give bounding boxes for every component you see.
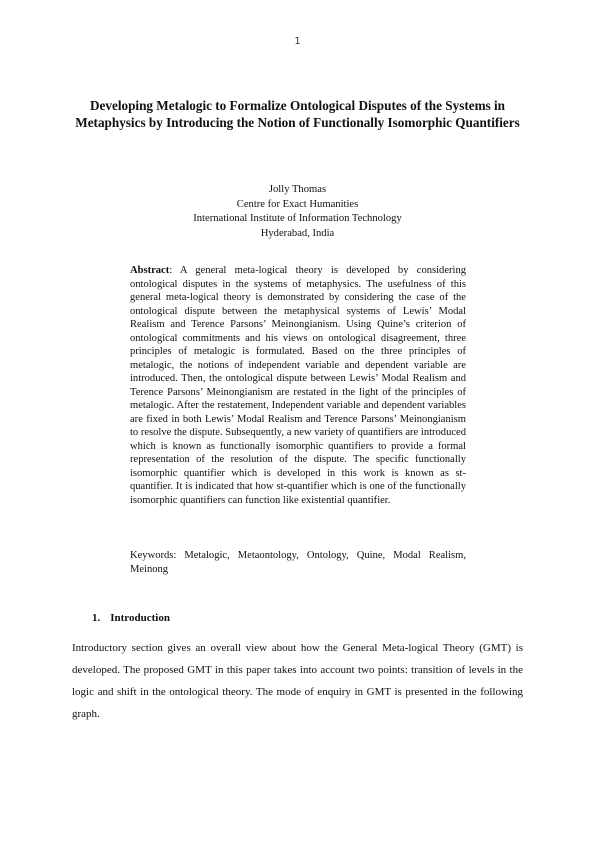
author-department: Centre for Exact Humanities (236, 198, 359, 210)
paper-title: Developing Metalogic to Formalize Ontological Disputes of the Systems in Metaphysics by Introducing the Notion of Functionally Isomorphic Quantifiers (75, 98, 520, 130)
author-institution: International Institute of Information Technology (193, 213, 402, 224)
page-number: 1 (294, 36, 301, 47)
introduction-paragraph: Introductory section gives an overall view about how the General Meta-logical Theory (GMT) is developed. The proposed GMT in this paper takes into account two points: transition of levels in the logic and shift in the ontological theory. The mode of enquiry in GMT is presented in the following graph. (72, 642, 523, 720)
section-number: 1. (92, 612, 101, 624)
abstract (130, 264, 466, 507)
author-location: Hyderabad, India (260, 227, 335, 239)
abstract-label: Abstract (130, 265, 170, 276)
author-block (72, 183, 523, 241)
section-title: Introduction (110, 612, 170, 624)
abstract-text: : A general meta-logical theory is developed by considering ontological disputes in the systems of metaphysics. The usefulness of this general meta-logical theory is demonstrated by considering the case of the ontological dispute between the metaphysical systems of Lewis’ Modal Realism and Terence Parsons’ Meinongianism. Using Quine’s criterion of ontological commitments and his views on ontological disagreement, three principles of metalogic is formulated. Based on the three principles of metalogic, the notions of independent variable and dependent variable are introduced. Then, the ontological dispute between Lewis’ Modal Realism and Terence Parsons’ Meinongianism are restated in the light of the principles of metalogic. After the restatement, Independent variable and dependent variables are fixed in both Lewis’ Modal Realism and Terence Parsons’ Meinongianism to resolve the dispute. Subsequently, a new variety of quantifiers are introduced which is known as functionally isomorphic quantifiers to provide a formal representation of the resolution of the dispute. The specific functionally isomorphic quantifier which is developed in this work is known as st-quantifier. It is indicated that how st-quantifier which is one of the functionally isomorphic quantifiers can function like existential quantifier. (130, 265, 466, 506)
keywords: Keywords: Metalogic, Metaontology, Ontology, Quine, Modal Realism, Meinong (130, 550, 466, 575)
section-heading (92, 611, 170, 625)
author-name: Jolly Thomas (268, 184, 327, 195)
